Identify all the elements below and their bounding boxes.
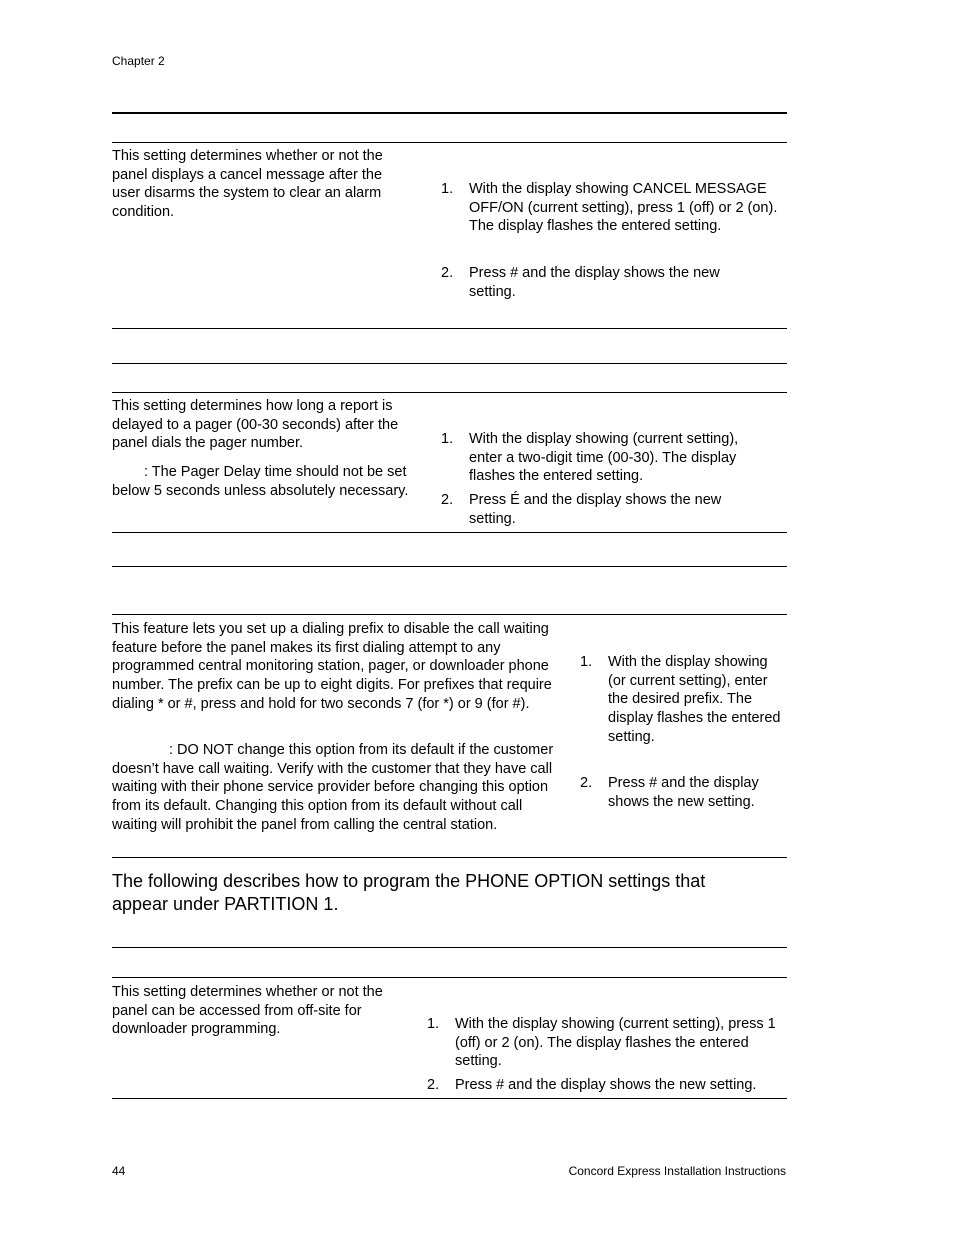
step-number: 2.	[441, 492, 454, 508]
step-number: 1.	[441, 181, 454, 197]
chapter-label: Chapter 2	[112, 54, 165, 68]
call-waiting-note	[112, 741, 567, 835]
phone-option-intro: The following describes how to program the PHONE OPTION settings that appear under PARTITION 1.	[112, 871, 706, 914]
step-text: Press # and the display shows the new setting.	[455, 1077, 757, 1093]
step-number: 2.	[427, 1077, 440, 1093]
step-number: 2.	[441, 265, 454, 281]
pager-delay-note	[112, 463, 412, 500]
call-waiting-description: This feature lets you set up a dialing prefix to disable the call waiting feature before the panel makes its first dialing attempt to any programmed central monitoring station, pager, or downloader phone number. The prefix can be up to eight digits. For prefixes that require dialing * or #, press and hold for two seconds 7 (for *) or 9 (for #).	[112, 621, 552, 712]
document-title: Concord Express Installation Instructions	[568, 1164, 786, 1178]
note-text: : DO NOT change this option from its default if the customer doesn’t have call waiting. Verify with the customer that they have call waiting with their phone service provider before changing this option from its default. Changing this option from its default without call waiting will prohibit the panel from calling the central station.	[112, 742, 554, 833]
step-text: Press # and the display shows the new setting.	[469, 265, 720, 300]
step-text: Press # and the display shows the new setting.	[608, 775, 759, 810]
section-rule	[112, 857, 787, 858]
step-text: With the display showing (current setting), enter a two-digit time (00-30). The display flashes the entered setting.	[469, 431, 739, 485]
downloader-description: This setting determines whether or not the panel can be accessed from off-site for downloader programming.	[112, 984, 383, 1038]
step-number: 2.	[580, 775, 593, 791]
note-text: : The Pager Delay time should not be set below 5 seconds unless absolutely necessary.	[112, 464, 409, 499]
step-text: With the display showing (current setting), press 1 (off) or 2 (on). The display flashes the entered setting.	[455, 1016, 776, 1070]
step-number: 1.	[441, 431, 454, 447]
page-number: 44	[112, 1164, 126, 1178]
section-rule	[112, 392, 787, 393]
section-rule	[112, 947, 787, 948]
step-number: 1.	[427, 1016, 440, 1032]
section-rule	[112, 566, 787, 567]
step-text: With the display showing (or current setting), enter the desired prefix. The display flashes the entered setting.	[608, 654, 781, 745]
cancel-message-description: This setting determines whether or not the panel displays a cancel message after the user disarms the system to clear an alarm condition.	[112, 148, 383, 221]
section-rule	[112, 363, 787, 364]
section-rule	[112, 1098, 787, 1099]
section-rule	[112, 142, 787, 143]
section-rule	[112, 328, 787, 329]
section-rule	[112, 977, 787, 978]
step-text: With the display showing CANCEL MESSAGE OFF/ON (current setting), press 1 (off) or 2 (on). The display flashes the entered setting.	[469, 181, 778, 235]
section-rule	[112, 532, 787, 533]
pager-delay-description: This setting determines how long a report is delayed to a pager (00-30 seconds) after the panel dials the pager number.	[112, 398, 399, 452]
section-rule	[112, 112, 787, 114]
section-rule	[112, 614, 787, 615]
step-number: 1.	[580, 654, 593, 670]
step-text: Press É and the display shows the new setting.	[469, 492, 722, 527]
